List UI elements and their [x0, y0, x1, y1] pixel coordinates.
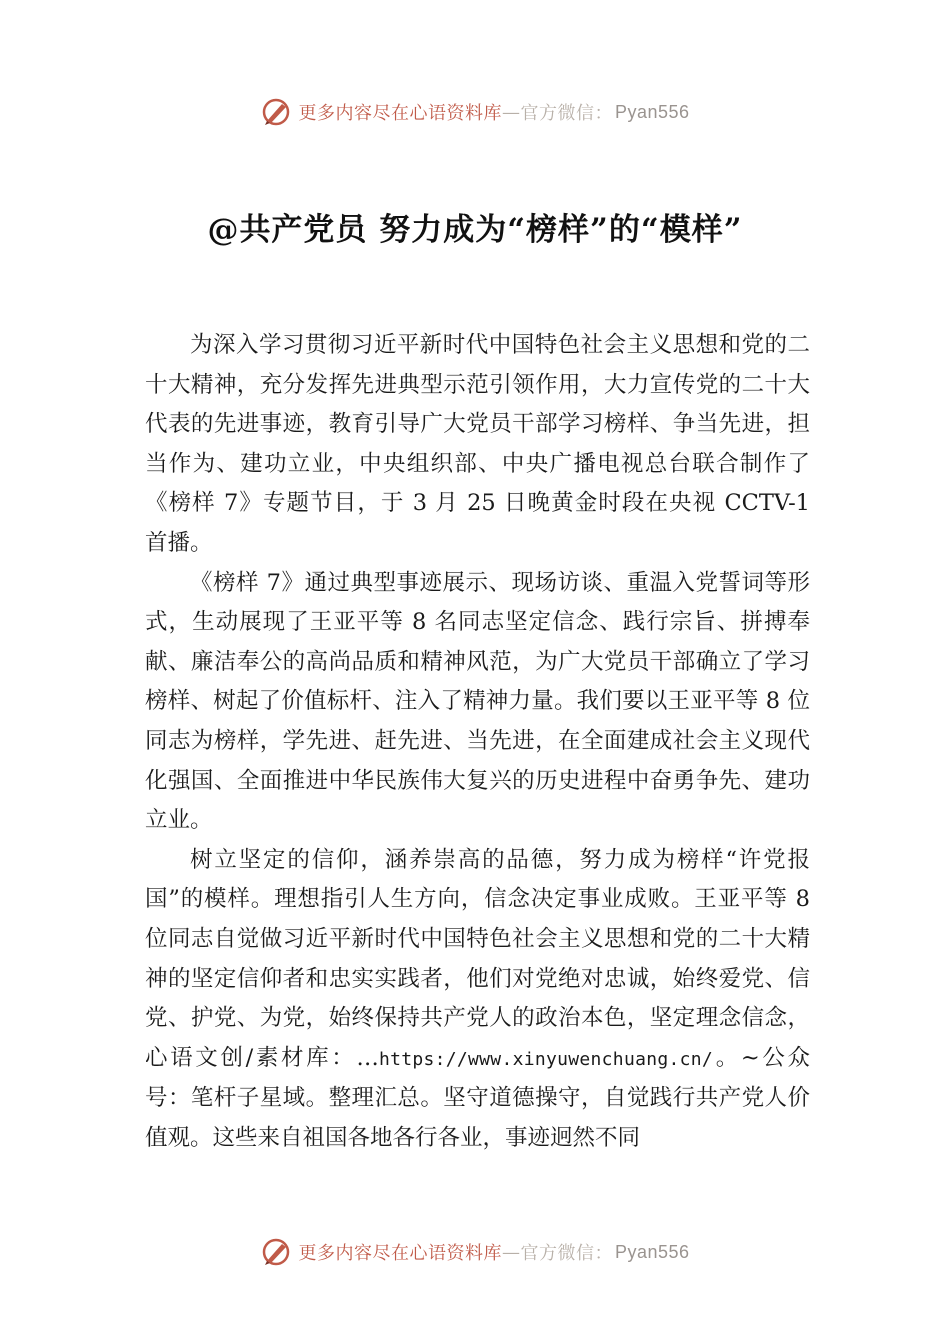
paragraph-1: 为深入学习贯彻习近平新时代中国特色社会主义思想和党的二十大精神，充分发挥先进典型示范引领作用，大力宣传党的二十大代表的先进事迹，教育引导广大党员干部学习榜样、争当先进，担当作为、建功立业，中央组织部、中央广播电视总台联合制作了《榜样 7》专题节目，于 3 月 25 日晚黄金时段在央视 CCTV-1 首播。	[145, 332, 810, 556]
pen-logo-icon	[260, 96, 292, 128]
pen-logo-icon	[260, 1236, 292, 1268]
document-title: @共产党员 努力成为“榜样”的“模样”	[207, 212, 743, 248]
source-url-link[interactable]: https://www.xinyuwenchuang.cn/	[378, 1048, 714, 1070]
header-watermark	[0, 96, 950, 128]
watermark-dash: —	[501, 101, 521, 123]
paragraph-3-text-b: 。~公众号：笔杆子星域。整理汇总。坚守道德操守，自觉践行共产党人价值观。这些来自祖国各地各行各业，事迹迥然不同	[145, 1044, 810, 1151]
footer-watermark	[0, 1236, 950, 1268]
watermark-main-text: 更多内容尽在心语资料库	[298, 1243, 502, 1264]
watermark-label: 官方微信：	[520, 103, 613, 124]
document-body	[145, 326, 810, 1158]
paragraph-2: 《榜样 7》通过典型事迹展示、现场访谈、重温入党誓词等形式，生动展现了王亚平等 8 名同志坚定信念、践行宗旨、拼搏奉献、廉洁奉公的高尚品质和精神风范，为广大党员干部确立了学习榜样、树起了价值标杆、注入了精神力量。我们要以王亚平等 8 位同志为榜样，学先进、赶先进、当先进，在全面建成社会主义现代化强国、全面推进中华民族伟大复兴的历史进程中奋勇争先、建功立业。	[145, 569, 810, 834]
paragraph-3	[145, 841, 810, 1159]
watermark-dash: —	[501, 1241, 521, 1263]
watermark-id: Pyan556	[614, 1241, 690, 1262]
watermark-label: 官方微信：	[520, 1243, 613, 1264]
paragraph-3-text-a: 树立坚定的信仰，涵养崇高的品德，努力成为榜样“许党报国”的模样。理想指引人生方向，信念决定事业成败。王亚平等 8 位同志自觉做习近平新时代中国特色社会主义思想和党的二十大精神的坚定信仰者和忠实实践者，他们对党绝对忠诚，始终爱党、信党、护党、为党，始终保持共产党人的政治本色，坚定理念信念，心语文创/素材库：…	[145, 846, 810, 1071]
watermark-main-text: 更多内容尽在心语资料库	[298, 103, 502, 124]
watermark-id: Pyan556	[614, 101, 690, 122]
